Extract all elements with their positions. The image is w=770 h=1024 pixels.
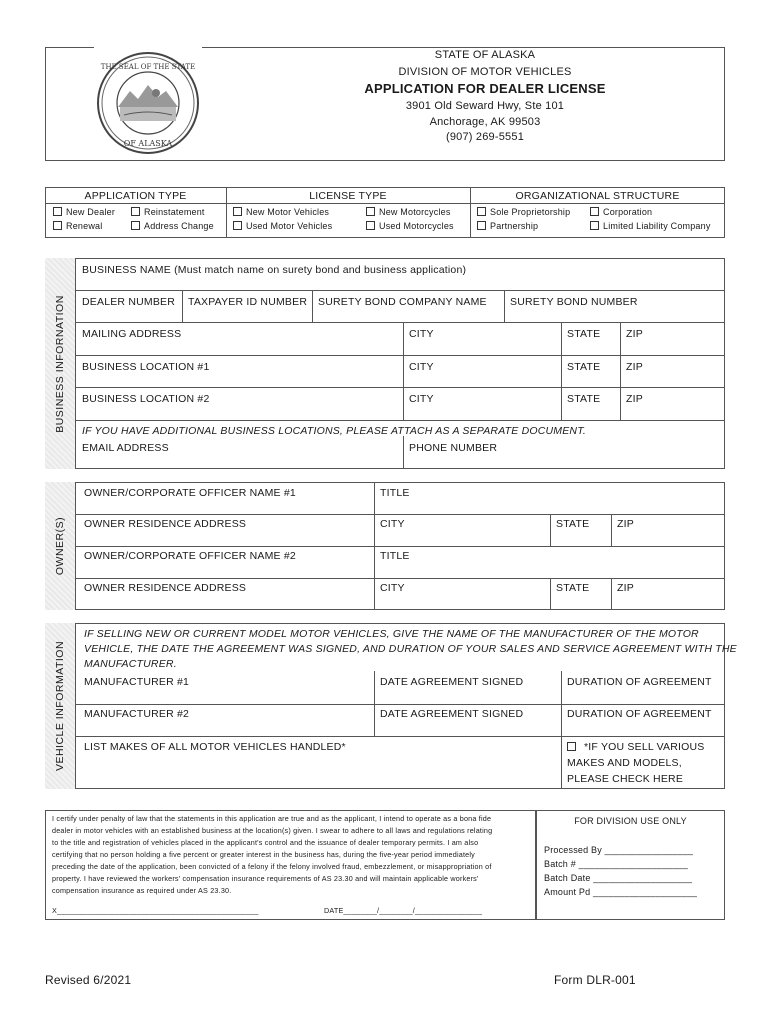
vehicle-instructions-1: IF SELLING NEW OR CURRENT MODEL MOTOR VEHICLES, GIVE THE NAME OF THE MANUFACTURER OF THE MOTOR — [84, 628, 699, 640]
used-motor-vehicles-checkbox[interactable]: Used Motor Vehicles — [233, 221, 332, 231]
manufacturer1-field[interactable]: MANUFACTURER #1 — [84, 676, 190, 688]
date-line[interactable]: DATE________/________/________________ — [324, 906, 483, 915]
owner1-state-field[interactable]: STATE — [556, 518, 590, 530]
officer1-name-field[interactable]: OWNER/CORPORATE OFFICER NAME #1 — [84, 487, 296, 499]
dealer-number-field[interactable]: DEALER NUMBER — [82, 296, 176, 308]
phone-field[interactable]: PHONE NUMBER — [409, 442, 498, 454]
surety-number-field[interactable]: SURETY BOND NUMBER — [510, 296, 638, 308]
mailing-state-field[interactable]: STATE — [567, 328, 601, 340]
application-type-header: APPLICATION TYPE — [84, 190, 187, 202]
manufacturer2-field[interactable]: MANUFACTURER #2 — [84, 708, 190, 720]
certify-line-3: to the title and registration of vehicles placed in the applicant's control and the issuance of dealer temporary permits. I am also — [52, 838, 479, 847]
mailing-zip-field[interactable]: ZIP — [626, 328, 643, 340]
owner1-residence-field[interactable]: OWNER RESIDENCE ADDRESS — [84, 518, 247, 530]
new-dealer-checkbox[interactable]: New Dealer — [53, 207, 115, 217]
date-signed2-field[interactable]: DATE AGREEMENT SIGNED — [380, 708, 524, 720]
corporation-checkbox[interactable]: Corporation — [590, 207, 652, 217]
date-signed1-field[interactable]: DATE AGREEMENT SIGNED — [380, 676, 524, 688]
page-title: APPLICATION FOR DEALER LICENSE — [364, 81, 606, 96]
new-motor-vehicles-checkbox[interactable]: New Motor Vehicles — [233, 207, 329, 217]
new-motorcycles-checkbox[interactable]: New Motorcycles — [366, 207, 451, 217]
various-makes-text-3: PLEASE CHECK HERE — [567, 773, 684, 785]
division-use-title: FOR DIVISION USE ONLY — [574, 816, 687, 826]
reinstatement-checkbox[interactable]: Reinstatement — [131, 207, 205, 217]
certify-line-5: preceding the date of the application, been convicted of a felony if the felony involved fraud, embezzlement, or misappropriation of — [52, 862, 492, 871]
signature-line[interactable]: X________________________________________________ — [52, 906, 259, 915]
partnership-checkbox[interactable]: Partnership — [477, 221, 538, 231]
svg-text:THE SEAL OF THE STATE: THE SEAL OF THE STATE — [100, 63, 196, 71]
location2-state-field[interactable]: STATE — [567, 393, 601, 405]
owner1-city-field[interactable]: CITY — [380, 518, 405, 530]
owner1-zip-field[interactable]: ZIP — [617, 518, 634, 530]
owners-side-label: OWNER(S) — [45, 482, 76, 610]
owner2-state-field[interactable]: STATE — [556, 582, 590, 594]
used-motorcycles-checkbox[interactable]: Used Motorcycles — [366, 221, 454, 231]
various-makes-text-2: MAKES AND MODELS, — [567, 757, 682, 769]
location1-field[interactable]: BUSINESS LOCATION #1 — [82, 361, 210, 373]
sole-proprietorship-checkbox[interactable]: Sole Proprietorship — [477, 207, 570, 217]
location1-city-field[interactable]: CITY — [409, 361, 434, 373]
address-line-1: 3901 Old Seward Hwy, Ste 101 — [405, 100, 565, 112]
officer1-title-field[interactable]: TITLE — [380, 487, 410, 499]
additional-locations-note: IF YOU HAVE ADDITIONAL BUSINESS LOCATIONS, PLEASE ATTACH AS A SEPARATE DOCUMENT. — [82, 425, 586, 437]
address-line-2: Anchorage, AK 99503 — [429, 116, 541, 128]
location1-zip-field[interactable]: ZIP — [626, 361, 643, 373]
revised-date: Revised 6/2021 — [45, 973, 132, 987]
state-title: STATE OF ALASKA — [434, 49, 536, 61]
certify-line-6: property. I have reviewed the workers' compensation insurance requirements of AS 23.30 and will maintain applicable workers' — [52, 874, 479, 883]
address-change-checkbox[interactable]: Address Change — [131, 221, 214, 231]
amount-paid-field[interactable]: Amount Pd ____________________ — [544, 887, 698, 897]
business-name-field[interactable]: BUSINESS NAME (Must match name on surety bond and business application) — [82, 264, 467, 276]
vehicle-side-label: VEHICLE INFORMATION — [45, 623, 76, 789]
email-field[interactable]: EMAIL ADDRESS — [82, 442, 169, 454]
officer2-name-field[interactable]: OWNER/CORPORATE OFFICER NAME #2 — [84, 550, 296, 562]
owner2-residence-field[interactable]: OWNER RESIDENCE ADDRESS — [84, 582, 247, 594]
certify-line-7: compensation insurance as required under AS 23.30. — [52, 886, 232, 895]
org-structure-header: ORGANIZATIONAL STRUCTURE — [515, 190, 680, 202]
duration1-field[interactable]: DURATION OF AGREEMENT — [567, 676, 712, 688]
location2-zip-field[interactable]: ZIP — [626, 393, 643, 405]
llc-checkbox[interactable]: Limited Liability Company — [590, 221, 711, 231]
form-number: Form DLR-001 — [554, 973, 636, 987]
surety-company-field[interactable]: SURETY BOND COMPANY NAME — [318, 296, 487, 308]
certify-line-1: I certify under penalty of law that the statements in this application are true and as the applicant, I intend to operate as a bona fide — [52, 814, 492, 823]
officer2-title-field[interactable]: TITLE — [380, 550, 410, 562]
mailing-city-field[interactable]: CITY — [409, 328, 434, 340]
batch-date-field[interactable]: Batch Date ___________________ — [544, 873, 693, 883]
certify-line-2: dealer in motor vehicles with an established business at the location(s) given. I swear to adhere to all laws and regulations relating — [52, 826, 493, 835]
svg-text:OF ALASKA: OF ALASKA — [123, 139, 173, 148]
duration2-field[interactable]: DURATION OF AGREEMENT — [567, 708, 712, 720]
division-title: DIVISION OF MOTOR VEHICLES — [398, 66, 572, 78]
vehicle-instructions-2: VEHICLE, THE DATE THE AGREEMENT WAS SIGNED, AND DURATION OF YOUR SALES AND SERVICE AGREEMENT WITH THE — [84, 643, 737, 655]
location1-state-field[interactable]: STATE — [567, 361, 601, 373]
renewal-checkbox[interactable]: Renewal — [53, 221, 102, 231]
location2-city-field[interactable]: CITY — [409, 393, 434, 405]
owner2-zip-field[interactable]: ZIP — [617, 582, 634, 594]
various-makes-checkbox[interactable]: *IF YOU SELL VARIOUS — [567, 741, 705, 753]
taxpayer-id-field[interactable]: TAXPAYER ID NUMBER — [188, 296, 308, 308]
owner2-city-field[interactable]: CITY — [380, 582, 405, 594]
vehicle-instructions-3: MANUFACTURER. — [84, 658, 177, 670]
license-type-header: LICENSE TYPE — [309, 190, 387, 202]
state-seal-icon — [94, 47, 202, 160]
processed-by-field[interactable]: Processed By _________________ — [544, 845, 694, 855]
certify-line-4: certifying that no person holding a five percent or greater interest in the business has, during the five-year period immediately — [52, 850, 475, 859]
location2-field[interactable]: BUSINESS LOCATION #2 — [82, 393, 210, 405]
mailing-address-field[interactable]: MAILING ADDRESS — [82, 328, 182, 340]
phone-line: (907) 269-5551 — [445, 131, 525, 143]
business-side-label: BUSINESS INFORNATION — [45, 258, 76, 469]
list-makes-field[interactable]: LIST MAKES OF ALL MOTOR VEHICLES HANDLED* — [84, 741, 346, 753]
batch-number-field[interactable]: Batch # _____________________ — [544, 859, 688, 869]
